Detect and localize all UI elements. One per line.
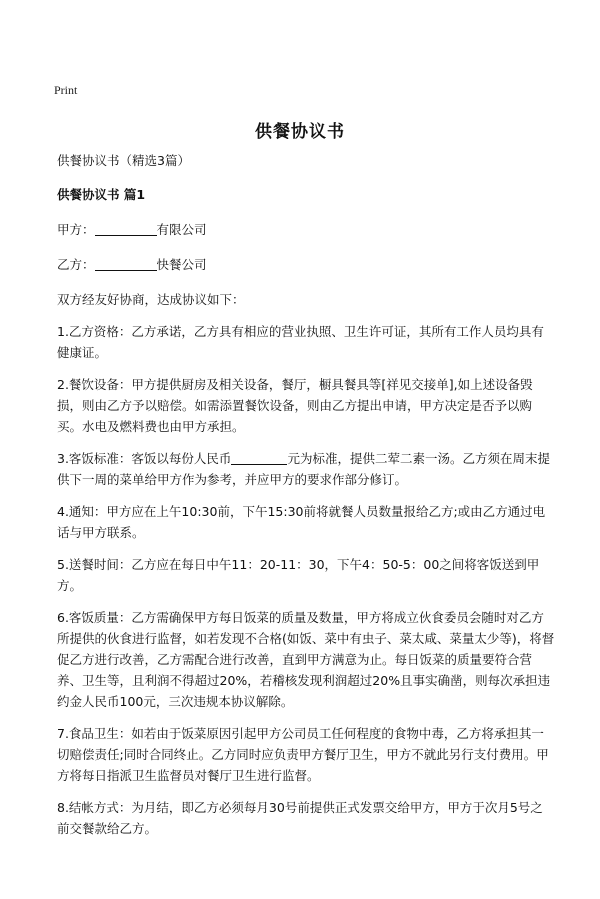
intro-paragraph: 双方经友好协商，达成协议如下：: [57, 292, 245, 307]
section-heading: 供餐协议书 篇1: [57, 187, 146, 202]
party-b-suffix: 快餐公司: [156, 257, 207, 272]
meal-price-blank: [231, 450, 287, 465]
party-a-blank: [95, 221, 157, 236]
clause-6: 6.客饭质量：乙方需确保甲方每日饭菜的质量及数量，甲方将成立伙食委员会随时对乙方所提供的伙食进行监督，如若发现不合格(如饭、菜中有虫子、菜太咸、菜量太少等)，将督促乙方进行改善，乙方需配合进行改善，直到甲方满意为止。每日饭菜的质量要符合营养、卫生等，且利润不得超过20%，若稽核发现利润超过20%且事实确凿，则每次承担违约金人民币100元，三次违规本协议解除。: [57, 610, 555, 709]
document-subtitle: 供餐协议书（精选3篇）: [57, 153, 190, 168]
clause-8: 8.结帐方式：为月结，即乙方必须每月30号前提供正式发票交给甲方，甲方于次月5号之前交餐款给乙方。: [57, 800, 543, 836]
party-a-prefix: 甲方：: [57, 222, 95, 237]
document-title: 供餐协议书: [255, 122, 345, 142]
clause-3: [57, 448, 555, 490]
clause-3-prefix: 3.客饭标准：客饭以每份人民币: [57, 451, 232, 466]
document-body: [57, 150, 555, 850]
clause-2: 2.餐饮设备：甲方提供厨房及相关设备，餐厅，橱具餐具等[祥见交接单],如上述设备毁损，则由乙方予以赔偿。如需添置餐饮设备，则由乙方提出申请，甲方决定是否予以购买。水电及燃料费也由甲方承担。: [57, 377, 533, 434]
party-b-prefix: 乙方：: [57, 257, 95, 272]
clause-1: 1.乙方资格：乙方承诺，乙方具有相应的营业执照、卫生许可证，其所有工作人员均具有健康证。: [57, 324, 544, 360]
party-b-blank: [95, 256, 157, 271]
clause-4: 4.通知：甲方应在上午10:30前，下午15:30前将就餐人员数量报给乙方;或由乙方通过电话与甲方联系。: [57, 504, 546, 540]
party-a-line: [57, 219, 555, 240]
party-a-suffix: 有限公司: [156, 222, 207, 237]
clause-3-suffix: 元为标准，提供二荤二素一汤。乙方须在周末提供下一周的菜单给甲方作为参考，并应甲方的要求作部分修订。: [57, 451, 550, 487]
clause-5: 5.送餐时间：乙方应在每日中午11：20-11：30，下午4：50-5：00之间将客饭送到甲方。: [57, 557, 540, 593]
clause-7: 7.食品卫生：如若由于饭菜原因引起甲方公司员工任何程度的食物中毒，乙方将承担其一切赔偿责任;同时合同终止。乙方同时应负责甲方餐厅卫生，甲方不就此另行支付费用。甲方将每日指派卫生监督员对餐厅卫生进行监督。: [57, 726, 549, 783]
party-b-line: [57, 254, 555, 275]
print-label: Print: [54, 83, 78, 97]
